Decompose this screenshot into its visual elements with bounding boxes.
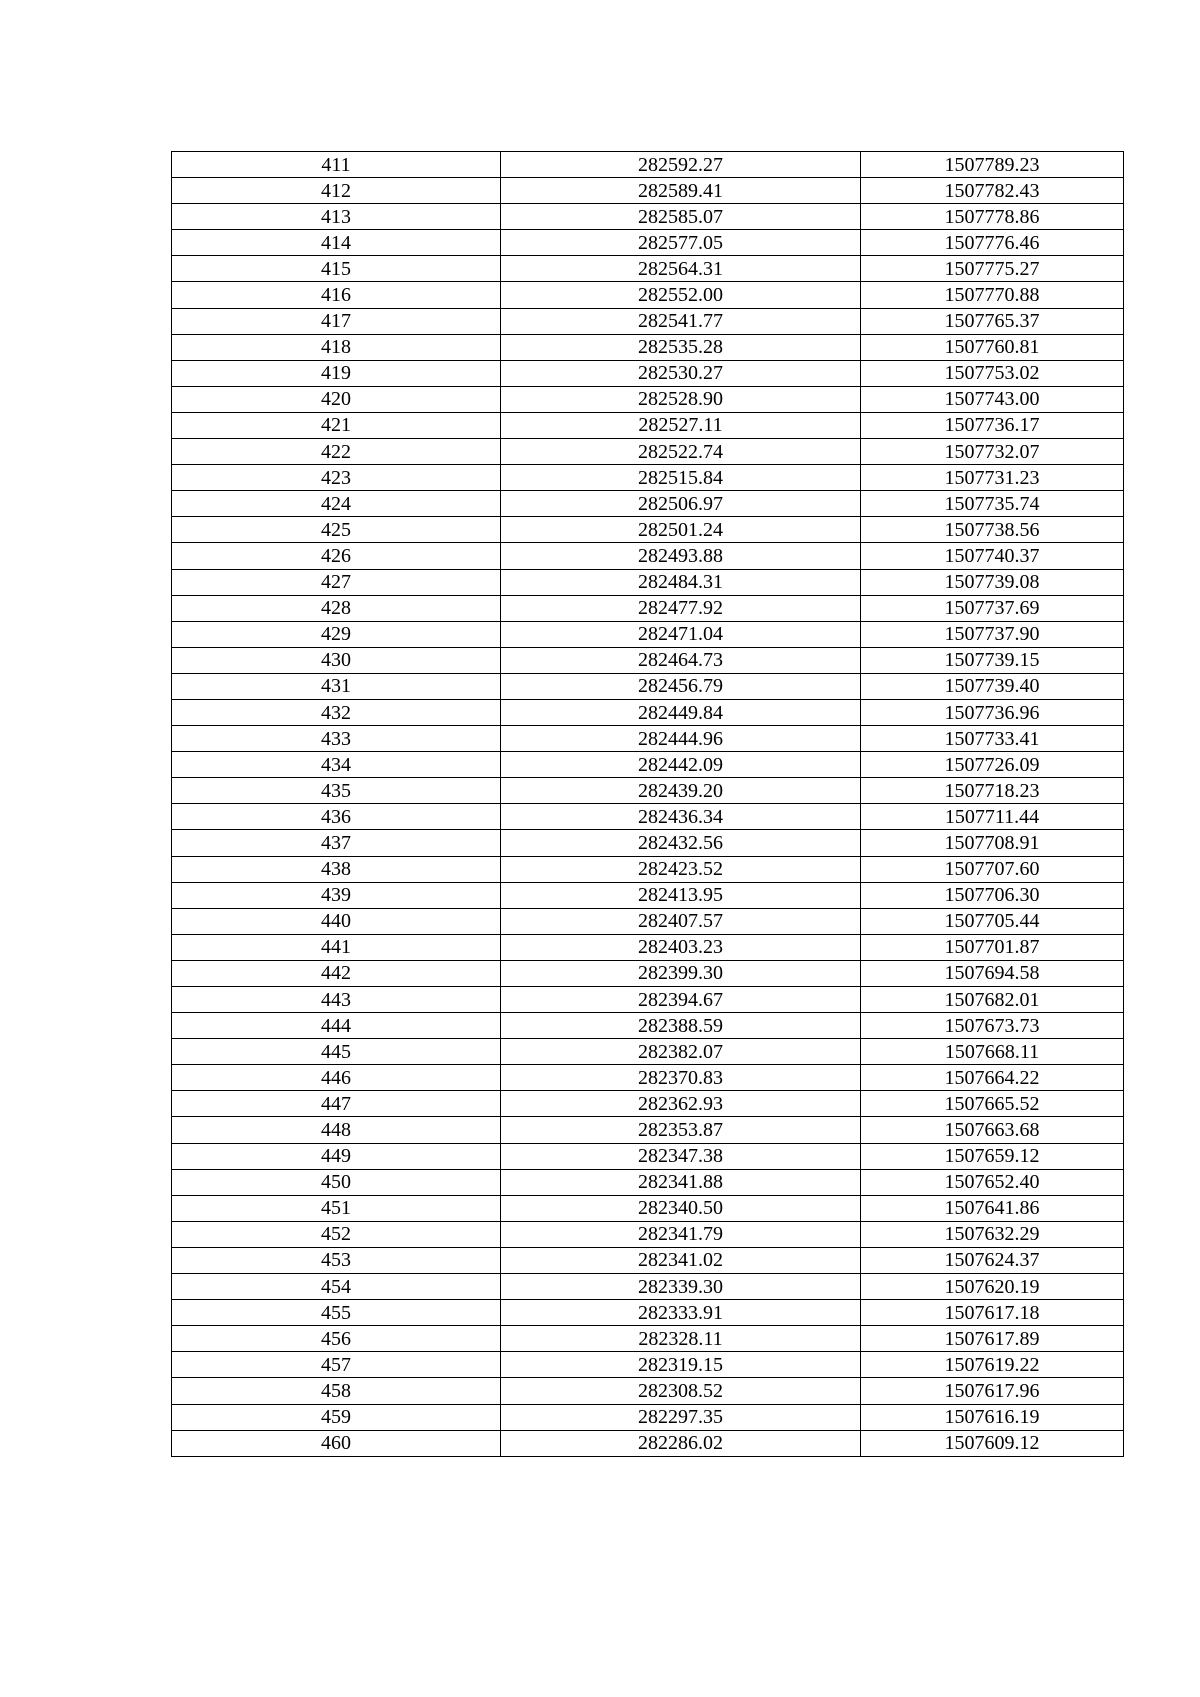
y-coordinate-cell: 1507624.37 bbox=[861, 1247, 1124, 1273]
point-number-cell: 448 bbox=[172, 1117, 501, 1143]
point-number-cell: 431 bbox=[172, 673, 501, 699]
x-coordinate-cell: 282442.09 bbox=[501, 752, 861, 778]
x-coordinate-cell: 282341.79 bbox=[501, 1221, 861, 1247]
x-coordinate-cell: 282339.30 bbox=[501, 1274, 861, 1300]
y-coordinate-cell: 1507659.12 bbox=[861, 1143, 1124, 1169]
point-number-cell: 423 bbox=[172, 465, 501, 491]
coordinate-table bbox=[171, 151, 1124, 1457]
point-number-cell: 422 bbox=[172, 439, 501, 465]
y-coordinate-cell: 1507733.41 bbox=[861, 726, 1124, 752]
point-number-cell: 412 bbox=[172, 178, 501, 204]
point-number-cell: 420 bbox=[172, 386, 501, 412]
table-row bbox=[172, 830, 1124, 856]
point-number-cell: 452 bbox=[172, 1221, 501, 1247]
x-coordinate-cell: 282382.07 bbox=[501, 1039, 861, 1065]
y-coordinate-cell: 1507740.37 bbox=[861, 543, 1124, 569]
table-row bbox=[172, 908, 1124, 934]
point-number-cell: 434 bbox=[172, 752, 501, 778]
table-row bbox=[172, 1221, 1124, 1247]
point-number-cell: 416 bbox=[172, 282, 501, 308]
table-row bbox=[172, 256, 1124, 282]
x-coordinate-cell: 282464.73 bbox=[501, 647, 861, 673]
table-row bbox=[172, 1195, 1124, 1221]
point-number-cell: 427 bbox=[172, 569, 501, 595]
table-row bbox=[172, 1039, 1124, 1065]
x-coordinate-cell: 282328.11 bbox=[501, 1326, 861, 1352]
y-coordinate-cell: 1507738.56 bbox=[861, 517, 1124, 543]
x-coordinate-cell: 282585.07 bbox=[501, 204, 861, 230]
table-row bbox=[172, 334, 1124, 360]
x-coordinate-cell: 282564.31 bbox=[501, 256, 861, 282]
y-coordinate-cell: 1507739.08 bbox=[861, 569, 1124, 595]
y-coordinate-cell: 1507617.89 bbox=[861, 1326, 1124, 1352]
table-row bbox=[172, 1430, 1124, 1456]
table-row bbox=[172, 569, 1124, 595]
table-row bbox=[172, 804, 1124, 830]
y-coordinate-cell: 1507718.23 bbox=[861, 778, 1124, 804]
point-number-cell: 413 bbox=[172, 204, 501, 230]
x-coordinate-cell: 282370.83 bbox=[501, 1065, 861, 1091]
y-coordinate-cell: 1507632.29 bbox=[861, 1221, 1124, 1247]
point-number-cell: 445 bbox=[172, 1039, 501, 1065]
x-coordinate-cell: 282308.52 bbox=[501, 1378, 861, 1404]
y-coordinate-cell: 1507735.74 bbox=[861, 491, 1124, 517]
x-coordinate-cell: 282286.02 bbox=[501, 1430, 861, 1456]
x-coordinate-cell: 282493.88 bbox=[501, 543, 861, 569]
x-coordinate-cell: 282577.05 bbox=[501, 230, 861, 256]
point-number-cell: 440 bbox=[172, 908, 501, 934]
point-number-cell: 443 bbox=[172, 987, 501, 1013]
point-number-cell: 415 bbox=[172, 256, 501, 282]
table-row bbox=[172, 412, 1124, 438]
x-coordinate-cell: 282589.41 bbox=[501, 178, 861, 204]
x-coordinate-cell: 282333.91 bbox=[501, 1300, 861, 1326]
x-coordinate-cell: 282501.24 bbox=[501, 517, 861, 543]
y-coordinate-cell: 1507726.09 bbox=[861, 752, 1124, 778]
y-coordinate-cell: 1507737.90 bbox=[861, 621, 1124, 647]
point-number-cell: 425 bbox=[172, 517, 501, 543]
point-number-cell: 451 bbox=[172, 1195, 501, 1221]
y-coordinate-cell: 1507617.18 bbox=[861, 1300, 1124, 1326]
table-row bbox=[172, 230, 1124, 256]
y-coordinate-cell: 1507707.60 bbox=[861, 856, 1124, 882]
x-coordinate-cell: 282394.67 bbox=[501, 987, 861, 1013]
table-row bbox=[172, 465, 1124, 491]
y-coordinate-cell: 1507739.15 bbox=[861, 647, 1124, 673]
x-coordinate-cell: 282477.92 bbox=[501, 595, 861, 621]
point-number-cell: 441 bbox=[172, 934, 501, 960]
x-coordinate-cell: 282297.35 bbox=[501, 1404, 861, 1430]
point-number-cell: 419 bbox=[172, 360, 501, 386]
table-row bbox=[172, 1065, 1124, 1091]
point-number-cell: 411 bbox=[172, 152, 501, 178]
y-coordinate-cell: 1507753.02 bbox=[861, 360, 1124, 386]
y-coordinate-cell: 1507770.88 bbox=[861, 282, 1124, 308]
point-number-cell: 435 bbox=[172, 778, 501, 804]
point-number-cell: 447 bbox=[172, 1091, 501, 1117]
y-coordinate-cell: 1507736.17 bbox=[861, 412, 1124, 438]
table-row bbox=[172, 1091, 1124, 1117]
y-coordinate-cell: 1507737.69 bbox=[861, 595, 1124, 621]
table-row bbox=[172, 517, 1124, 543]
y-coordinate-cell: 1507782.43 bbox=[861, 178, 1124, 204]
y-coordinate-cell: 1507617.96 bbox=[861, 1378, 1124, 1404]
table-row bbox=[172, 1378, 1124, 1404]
x-coordinate-cell: 282319.15 bbox=[501, 1352, 861, 1378]
table-row bbox=[172, 360, 1124, 386]
table-row bbox=[172, 1274, 1124, 1300]
x-coordinate-cell: 282340.50 bbox=[501, 1195, 861, 1221]
x-coordinate-cell: 282347.38 bbox=[501, 1143, 861, 1169]
point-number-cell: 418 bbox=[172, 334, 501, 360]
table-row bbox=[172, 439, 1124, 465]
y-coordinate-cell: 1507641.86 bbox=[861, 1195, 1124, 1221]
x-coordinate-cell: 282388.59 bbox=[501, 1013, 861, 1039]
point-number-cell: 439 bbox=[172, 882, 501, 908]
point-number-cell: 432 bbox=[172, 699, 501, 725]
x-coordinate-cell: 282506.97 bbox=[501, 491, 861, 517]
table-row bbox=[172, 726, 1124, 752]
point-number-cell: 429 bbox=[172, 621, 501, 647]
x-coordinate-cell: 282362.93 bbox=[501, 1091, 861, 1117]
x-coordinate-cell: 282341.02 bbox=[501, 1247, 861, 1273]
point-number-cell: 459 bbox=[172, 1404, 501, 1430]
y-coordinate-cell: 1507619.22 bbox=[861, 1352, 1124, 1378]
x-coordinate-cell: 282522.74 bbox=[501, 439, 861, 465]
point-number-cell: 424 bbox=[172, 491, 501, 517]
point-number-cell: 453 bbox=[172, 1247, 501, 1273]
point-number-cell: 417 bbox=[172, 308, 501, 334]
point-number-cell: 437 bbox=[172, 830, 501, 856]
table-row bbox=[172, 282, 1124, 308]
table-row bbox=[172, 1013, 1124, 1039]
x-coordinate-cell: 282423.52 bbox=[501, 856, 861, 882]
x-coordinate-cell: 282413.95 bbox=[501, 882, 861, 908]
x-coordinate-cell: 282528.90 bbox=[501, 386, 861, 412]
point-number-cell: 444 bbox=[172, 1013, 501, 1039]
y-coordinate-cell: 1507731.23 bbox=[861, 465, 1124, 491]
table-row bbox=[172, 152, 1124, 178]
table-row bbox=[172, 778, 1124, 804]
point-number-cell: 438 bbox=[172, 856, 501, 882]
table-row bbox=[172, 752, 1124, 778]
x-coordinate-cell: 282541.77 bbox=[501, 308, 861, 334]
table-row bbox=[172, 987, 1124, 1013]
point-number-cell: 433 bbox=[172, 726, 501, 752]
table-row bbox=[172, 1247, 1124, 1273]
x-coordinate-cell: 282407.57 bbox=[501, 908, 861, 934]
x-coordinate-cell: 282515.84 bbox=[501, 465, 861, 491]
y-coordinate-cell: 1507668.11 bbox=[861, 1039, 1124, 1065]
point-number-cell: 421 bbox=[172, 412, 501, 438]
y-coordinate-cell: 1507743.00 bbox=[861, 386, 1124, 412]
table-row bbox=[172, 934, 1124, 960]
x-coordinate-cell: 282353.87 bbox=[501, 1117, 861, 1143]
y-coordinate-cell: 1507711.44 bbox=[861, 804, 1124, 830]
y-coordinate-cell: 1507616.19 bbox=[861, 1404, 1124, 1430]
point-number-cell: 456 bbox=[172, 1326, 501, 1352]
y-coordinate-cell: 1507694.58 bbox=[861, 960, 1124, 986]
y-coordinate-cell: 1507776.46 bbox=[861, 230, 1124, 256]
x-coordinate-cell: 282449.84 bbox=[501, 699, 861, 725]
point-number-cell: 426 bbox=[172, 543, 501, 569]
y-coordinate-cell: 1507732.07 bbox=[861, 439, 1124, 465]
y-coordinate-cell: 1507760.81 bbox=[861, 334, 1124, 360]
point-number-cell: 455 bbox=[172, 1300, 501, 1326]
table-row bbox=[172, 595, 1124, 621]
point-number-cell: 446 bbox=[172, 1065, 501, 1091]
table-row bbox=[172, 543, 1124, 569]
x-coordinate-cell: 282530.27 bbox=[501, 360, 861, 386]
y-coordinate-cell: 1507736.96 bbox=[861, 699, 1124, 725]
point-number-cell: 442 bbox=[172, 960, 501, 986]
y-coordinate-cell: 1507620.19 bbox=[861, 1274, 1124, 1300]
y-coordinate-cell: 1507664.22 bbox=[861, 1065, 1124, 1091]
x-coordinate-cell: 282432.56 bbox=[501, 830, 861, 856]
y-coordinate-cell: 1507778.86 bbox=[861, 204, 1124, 230]
y-coordinate-cell: 1507775.27 bbox=[861, 256, 1124, 282]
point-number-cell: 449 bbox=[172, 1143, 501, 1169]
table-row bbox=[172, 856, 1124, 882]
x-coordinate-cell: 282439.20 bbox=[501, 778, 861, 804]
x-coordinate-cell: 282399.30 bbox=[501, 960, 861, 986]
x-coordinate-cell: 282341.88 bbox=[501, 1169, 861, 1195]
x-coordinate-cell: 282403.23 bbox=[501, 934, 861, 960]
x-coordinate-cell: 282471.04 bbox=[501, 621, 861, 647]
table-row bbox=[172, 178, 1124, 204]
table-row bbox=[172, 1326, 1124, 1352]
table-row bbox=[172, 621, 1124, 647]
y-coordinate-cell: 1507665.52 bbox=[861, 1091, 1124, 1117]
x-coordinate-cell: 282552.00 bbox=[501, 282, 861, 308]
table-row bbox=[172, 647, 1124, 673]
y-coordinate-cell: 1507739.40 bbox=[861, 673, 1124, 699]
y-coordinate-cell: 1507706.30 bbox=[861, 882, 1124, 908]
table-row bbox=[172, 1169, 1124, 1195]
y-coordinate-cell: 1507609.12 bbox=[861, 1430, 1124, 1456]
table-row bbox=[172, 960, 1124, 986]
table-row bbox=[172, 699, 1124, 725]
table-row bbox=[172, 204, 1124, 230]
point-number-cell: 457 bbox=[172, 1352, 501, 1378]
y-coordinate-cell: 1507765.37 bbox=[861, 308, 1124, 334]
x-coordinate-cell: 282535.28 bbox=[501, 334, 861, 360]
y-coordinate-cell: 1507701.87 bbox=[861, 934, 1124, 960]
table-row bbox=[172, 1352, 1124, 1378]
table-row bbox=[172, 386, 1124, 412]
table-row bbox=[172, 1404, 1124, 1430]
x-coordinate-cell: 282527.11 bbox=[501, 412, 861, 438]
y-coordinate-cell: 1507682.01 bbox=[861, 987, 1124, 1013]
point-number-cell: 428 bbox=[172, 595, 501, 621]
y-coordinate-cell: 1507673.73 bbox=[861, 1013, 1124, 1039]
coordinate-table-body bbox=[172, 152, 1124, 1457]
table-row bbox=[172, 673, 1124, 699]
table-row bbox=[172, 308, 1124, 334]
table-row bbox=[172, 1143, 1124, 1169]
point-number-cell: 414 bbox=[172, 230, 501, 256]
point-number-cell: 430 bbox=[172, 647, 501, 673]
x-coordinate-cell: 282444.96 bbox=[501, 726, 861, 752]
y-coordinate-cell: 1507663.68 bbox=[861, 1117, 1124, 1143]
y-coordinate-cell: 1507789.23 bbox=[861, 152, 1124, 178]
y-coordinate-cell: 1507652.40 bbox=[861, 1169, 1124, 1195]
point-number-cell: 458 bbox=[172, 1378, 501, 1404]
x-coordinate-cell: 282456.79 bbox=[501, 673, 861, 699]
x-coordinate-cell: 282436.34 bbox=[501, 804, 861, 830]
table-row bbox=[172, 882, 1124, 908]
x-coordinate-cell: 282592.27 bbox=[501, 152, 861, 178]
y-coordinate-cell: 1507708.91 bbox=[861, 830, 1124, 856]
point-number-cell: 450 bbox=[172, 1169, 501, 1195]
y-coordinate-cell: 1507705.44 bbox=[861, 908, 1124, 934]
point-number-cell: 454 bbox=[172, 1274, 501, 1300]
table-row bbox=[172, 1117, 1124, 1143]
x-coordinate-cell: 282484.31 bbox=[501, 569, 861, 595]
table-row bbox=[172, 1300, 1124, 1326]
point-number-cell: 460 bbox=[172, 1430, 501, 1456]
table-row bbox=[172, 491, 1124, 517]
point-number-cell: 436 bbox=[172, 804, 501, 830]
